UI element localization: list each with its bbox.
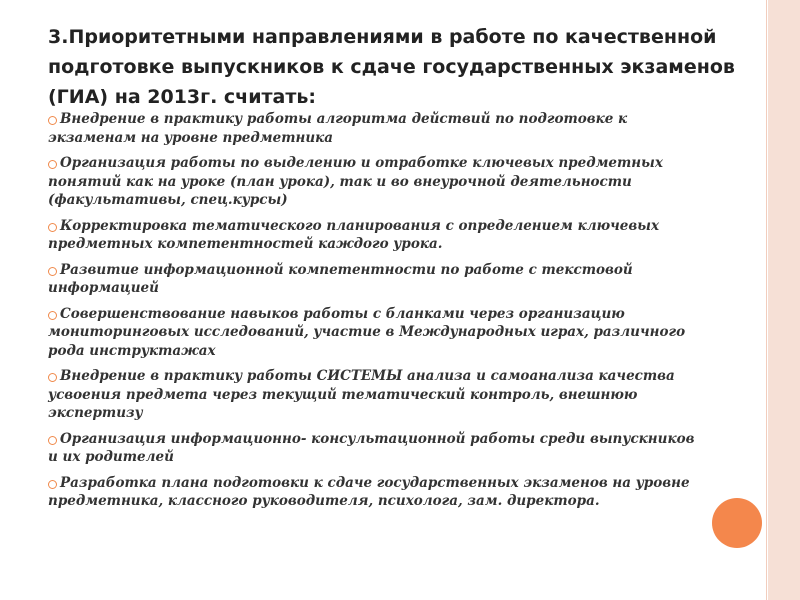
bullet-item: Совершенствование навыков работы с бланками через организацию мониторинговых исследований, участие в Международных играх, различного рода инструктажах [48, 305, 708, 361]
bullet-item: Корректировка тематического планирования с определением ключевых предметных компетентностей каждого урока. [48, 217, 708, 254]
bullet-item: Развитие информационной компетентности по работе с текстовой информацией [48, 261, 708, 298]
bullet-item: Внедрение в практику работы СИСТЕМЫ анализа и самоанализа качества усвоения предмета через текущий тематический контроль, внешнюю экспертизу [48, 367, 708, 423]
bullet-item: Организация информационно- консультационной работы среди выпускников и их родителей [48, 430, 708, 467]
decorative-divider [766, 0, 767, 600]
decorative-side-band [768, 0, 800, 600]
decorative-orange-circle [712, 498, 762, 548]
bullet-item: Организация работы по выделению и отработке ключевых предметных понятий как на уроке (план урока), так и во внеурочной деятельности (факультативы, спец.курсы) [48, 154, 708, 210]
slide-title: 3.Приоритетными направлениями в работе по качественной подготовке выпускников к сдаче государственных экзаменов (ГИА) на 2013г. считать: [48, 26, 735, 108]
bullet-item: Внедрение в практику работы алгоритма действий по подготовке к экзаменам на уровне предметника [48, 110, 708, 147]
bullet-list [48, 110, 708, 518]
bullet-item: Разработка плана подготовки к сдаче государственных экзаменов на уровне предметника, классного руководителя, психолога, зам. директора. [48, 474, 708, 511]
